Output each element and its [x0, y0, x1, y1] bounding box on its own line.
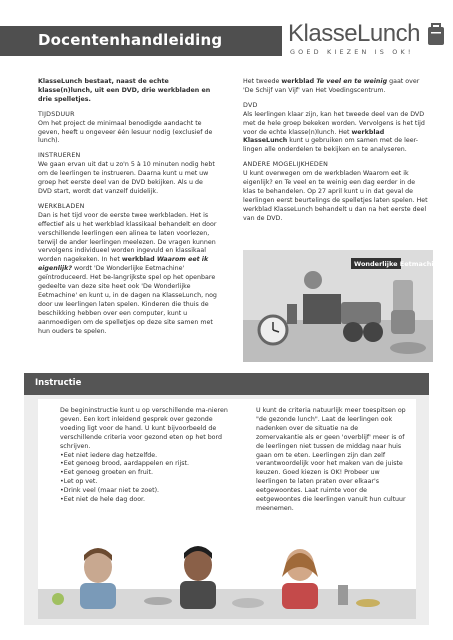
instructie-right-text: U kunt de criteria natuurlijk meer toespitsen op "de gezonde lunch". Laat de leerlingen ook nadenken over de situatie na de zomervakantie als er geen 'overblijf' meer is of de leerlingen niet tussen de middag naar huis gaan om te eten. Leerlingen zijn dan zelf verantwoordelijk voor het maken van de juiste keuzen. Goed kiezen is OK! Probeer uw leerlingen te laten praten over elkaar's eetgewoontes. Laat ruimte voor de eetgewoontes die leerlingen vanuit hun cultuur meenemen.	[256, 407, 406, 512]
instructie-left-column	[60, 407, 228, 505]
instrueren-text: We gaan ervan uit dat u zo'n 5 à 10 minuten nodig hebt om de leerlingen te instrueren. Daarna kunt u met uw groep het eerste deel van de DVD bekijken. Als u de DVD start, wordt dat vanzelf duidelijk.	[38, 161, 215, 195]
list-item: • Eet niet iedere dag hetzelfde.	[60, 452, 228, 461]
schijf-text-part: Het tweede	[243, 78, 282, 85]
andere-text: U kunt overwegen om de werkbladen Waarom eet ik eigenlijk? en Te veel en te weinig een dag eerder in de klas te behandelen. Op 27 april kunt u in dat geval de leerlingen eerst beurtelings de spelletjes laten spelen. Het werkblad KlasseLunch behandelt u dan na het eerste deel van de DVD.	[243, 170, 428, 222]
werkblad-label: werkblad	[281, 78, 317, 85]
children-lunch-photo	[38, 527, 416, 619]
brand-logo	[288, 20, 448, 66]
dvd-heading: DVD	[243, 101, 258, 109]
page-title: Docentenhandleiding	[38, 31, 223, 49]
list-item: • Eet genoeg brood, aardappelen en rijst.	[60, 460, 228, 469]
werkbladen-text	[38, 212, 218, 337]
criteria-list	[60, 452, 228, 505]
instructie-right-column	[256, 407, 406, 520]
instructie-section	[24, 373, 429, 625]
instructie-heading: Instructie	[35, 378, 82, 388]
tijdsduur-text: Om het project de minimaal benodigde aandacht te geven, heeft u ongeveer één lesuur nodig (exclusief de lunch).	[38, 119, 213, 145]
schijf-text-part: gaat over 'De Schijf van Vijf' van Het Voedingscentrum.	[243, 78, 420, 94]
werkbladen-text-part: wordt 'De Wonderlijke Eetmachine' geïntroduceerd. Het be-langrijkste spel op het openbare gedeelte van deze site heet ook 'De Wonderlijke Eetmachine' en kunt u, in de dagen na KlasseLunch, nog door uw leerlingen laten spelen. Kinderen die thuis de beschikking hebben over een computer, kunt u aanmoedigen om de spelletjes op deze site samen met hun ouders te spelen.	[38, 265, 217, 335]
list-item: • Eet niet de hele dag door.	[60, 496, 228, 505]
eetmachine-illustration	[243, 250, 443, 362]
werkbladen-heading: WERKBLADEN	[38, 202, 85, 210]
instructie-panel	[38, 399, 416, 619]
werkblad-label: werkblad KlasseLunch	[243, 128, 385, 145]
title-bar	[0, 26, 282, 56]
werkbladen-text-part: In het	[101, 256, 122, 264]
page-header	[0, 18, 453, 66]
dvd-text-part: kunt u gebruiken om samen met de leer-lingen alle onderdelen te bekijken en te analyseren.	[243, 137, 419, 154]
lunchbox-icon	[427, 22, 445, 46]
list-item: • Drink veel (maar niet te zoet).	[60, 487, 228, 496]
instrueren-heading: INSTRUEREN	[38, 152, 81, 160]
instructie-header	[24, 373, 429, 395]
andere-heading: ANDERE MOGELIJKHEDEN	[243, 161, 329, 169]
dvd-text-part: Als leerlingen klaar zijn, kan het tweede deel van de DVD met de hele groep bekeken worden. Vervolgens is het tijd voor de echte klasse(n)lunch. Het	[243, 110, 425, 136]
werkbladen-text-part: Dan is het tijd voor de eerste twee werkbladen. Het is effectief als u het werkblad klassikaal behandelt en door verschillende leerlingen een alinea te laten voorlezen, terwijl de ander leerlingen meelezen. De vragen kunnen vervolgens individueel worden ingevuld en klassikaal worden nagekeken.	[38, 211, 217, 264]
instructie-left-text: De begininstructie kunt u op verschillende ma-nieren geven. Een kort inleidend gesprek over gezonde voeding ligt voor de hand. U kunt bijvoorbeeld de verschillende criteria voor gezond eten op het bord schrijven.	[60, 407, 228, 450]
schijf-text	[243, 78, 428, 96]
werkblad-title: Te veel en te weinig	[316, 78, 388, 85]
list-item: • Let op vet.	[60, 478, 228, 487]
brand-name: KlasseLunch	[288, 20, 420, 47]
werkblad-label: werkblad	[121, 256, 157, 264]
tijdsduur-heading: TIJDSDUUR	[38, 110, 75, 118]
illustration-label: Wonderlijke Eetmachine	[354, 260, 443, 268]
brand-tagline: GOED KIEZEN IS OK!	[290, 48, 414, 56]
list-item: • Eet genoeg groeten en fruit.	[60, 469, 228, 478]
dvd-text	[243, 111, 428, 156]
werkblad-title: Waarom eet ik eigenlijk?	[38, 256, 209, 273]
machine-illustration-svg	[243, 250, 443, 362]
left-column	[38, 78, 218, 342]
intro-text: KlasseLunch bestaat, naast de echte klasse(n)lunch, uit een DVD, drie werkbladen en drie spelletjes.	[38, 78, 211, 103]
right-column	[243, 78, 428, 230]
